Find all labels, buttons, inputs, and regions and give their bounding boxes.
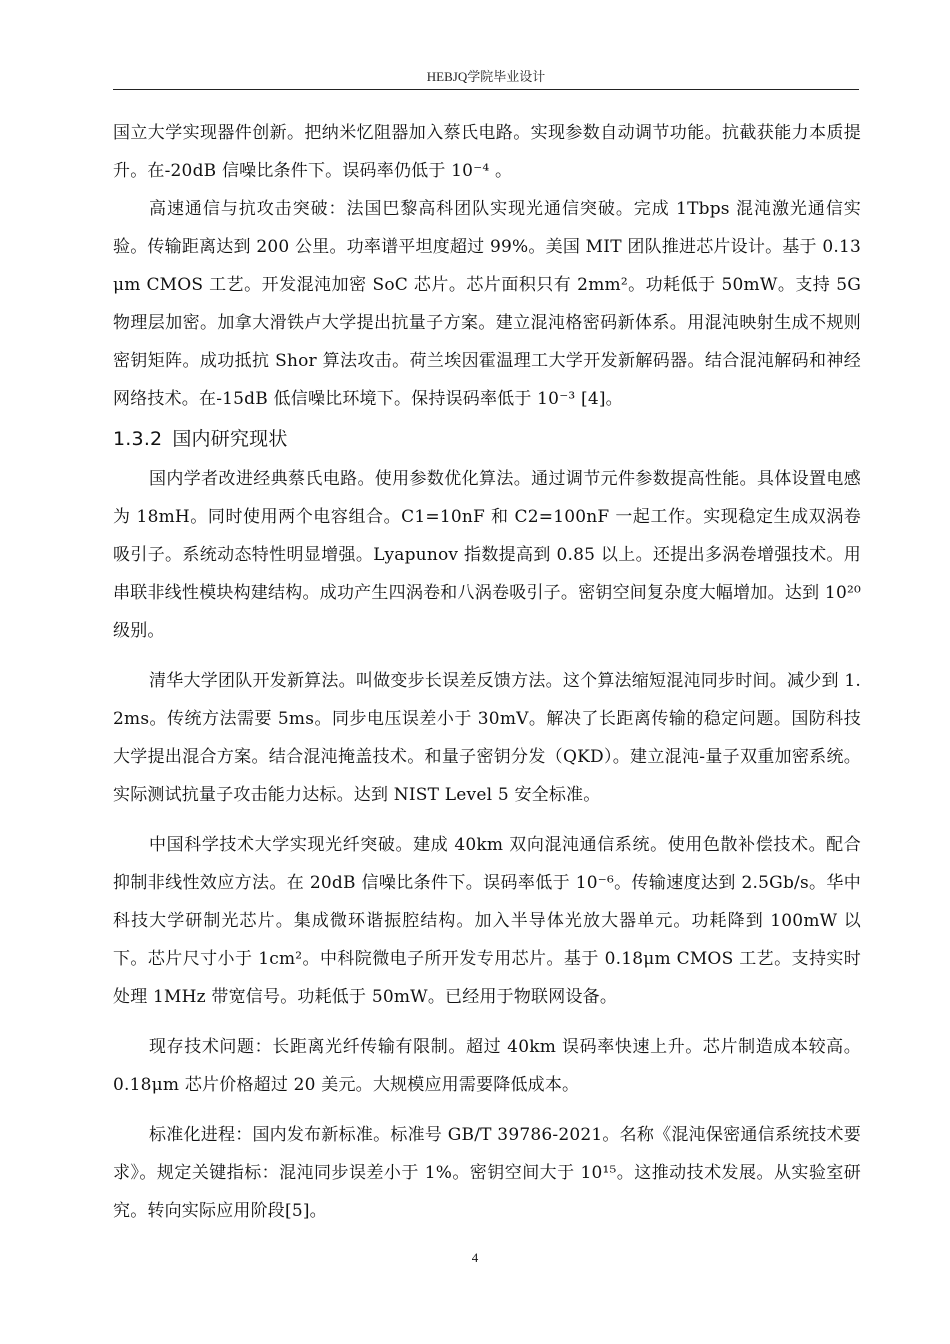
section-number: 1.3.2: [113, 428, 163, 450]
header-rule: [113, 89, 859, 90]
paragraph: 标准化进程：国内发布新标准。标准号 GB/T 39786-2021。名称《混沌保密通信系统技术要求》。规定关键指标：混沌同步误差小于 1%。密钥空间大于 10¹⁵。这推动技术发展。从实验室研究。转向实际应用阶段[5]。: [113, 1125, 861, 1221]
page-header: HEBJQ学院毕业设计: [426, 69, 546, 84]
paragraph: 现存技术问题：长距离光纤传输有限制。超过 40km 误码率快速上升。芯片制造成本较高。0.18μm 芯片价格超过 20 美元。大规模应用需要降低成本。: [113, 1037, 861, 1095]
paragraph: 高速通信与抗攻击突破：法国巴黎高科团队实现光通信突破。完成 1Tbps 混沌激光通信实验。传输距离达到 200 公里。功率谱平坦度超过 99%。美国 MIT 团队推进芯片设计。基于 0.13μm CMOS 工艺。开发混沌加密 SoC 芯片。芯片面积只有 2mm²。功耗低于 50mW。支持 5G 物理层加密。加拿大滑铁卢大学提出抗量子方案。建立混沌格密码新体系。用混沌映射生成不规则密钥矩阵。成功抵抗 Shor 算法攻击。荷兰埃因霍温理工大学开发新解码器。结合混沌解码和神经网络技术。在-15dB 低信噪比环境下。保持误码率低于 10⁻³ [4]。: [113, 199, 861, 409]
paragraph: 国内学者改进经典蔡氏电路。使用参数优化算法。通过调节元件参数提高性能。具体设置电感为 18mH。同时使用两个电容组合。C1=10nF 和 C2=100nF 一起工作。实现稳定生成双涡卷吸引子。系统动态特性明显增强。Lyapunov 指数提高到 0.85 以上。还提出多涡卷增强技术。用串联非线性模块构建结构。成功产生四涡卷和八涡卷吸引子。密钥空间复杂度大幅增加。达到 10²⁰级别。: [113, 469, 861, 641]
page-number: 4: [471, 1250, 479, 1265]
document-body: [113, 114, 861, 1230]
paragraph: 中国科学技术大学实现光纤突破。建成 40km 双向混沌通信系统。使用色散补偿技术。配合抑制非线性效应方法。在 20dB 信噪比条件下。误码率低于 10⁻⁶。传输速度达到 2.5Gb/s。华中科技大学研制光芯片。集成微环谐振腔结构。加入半导体光放大器单元。功耗降到 100mW 以下。芯片尺寸小于 1cm²。中科院微电子所开发专用芯片。基于 0.18μm CMOS 工艺。支持实时处理 1MHz 带宽信号。功耗低于 50mW。已经用于物联网设备。: [113, 835, 861, 1007]
section-title: 国内研究现状: [172, 428, 288, 450]
paragraph: 国立大学实现器件创新。把纳米忆阻器加入蔡氏电路。实现参数自动调节功能。抗截获能力本质提升。在-20dB 信噪比条件下。误码率仍低于 10⁻⁴ 。: [113, 123, 861, 181]
paragraph: 清华大学团队开发新算法。叫做变步长误差反馈方法。这个算法缩短混沌同步时间。减少到 1.2ms。传统方法需要 5ms。同步电压误差小于 30mV。解决了长距离传输的稳定问题。国防科技大学提出混合方案。结合混沌掩盖技术。和量子密钥分发（QKD）。建立混沌-量子双重加密系统。实际测试抗量子攻击能力达标。达到 NIST Level 5 安全标准。: [113, 671, 861, 805]
section-heading: [113, 418, 861, 460]
